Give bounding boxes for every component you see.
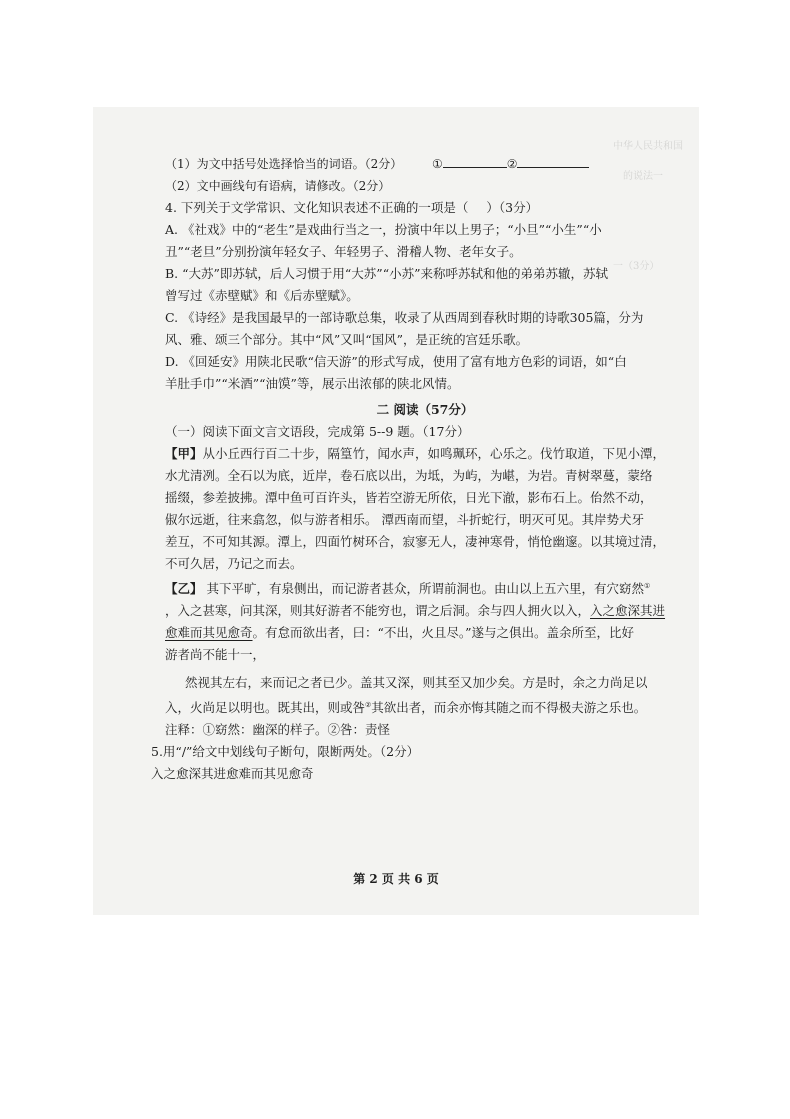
blank-mark-1: ① — [431, 157, 443, 171]
passage-jia-text: 从小丘西行百二十步，隔篁竹，闻水声，如鸣珮环，心乐之。伐竹取道，下见小潭， — [202, 446, 666, 461]
q5-sentence[interactable]: 入之愈深其进愈难而其见愈奇 — [151, 766, 314, 782]
q4-option-b-line1: B. “大苏”即苏轼，后人习惯于用“大苏”“小苏”来称呼苏轼和他的弟弟苏辙，苏轼 — [165, 266, 608, 281]
passage-yi-line4: 游者尚不能十一， — [165, 647, 266, 663]
q4-stem-right: ）（3分） — [486, 200, 539, 215]
passage-yi-line3 — [165, 622, 685, 644]
q4-stem-left: 4. 下列关于文学常识、文化知识表述不正确的一项是（ — [165, 200, 469, 215]
answer-blank-2[interactable] — [517, 155, 589, 168]
passage-yi-line5: 然视其左右，来而记之者已少。盖其又深，则其至又加少矣。方是时，余之力尚足以 — [185, 675, 648, 691]
underlined-sentence-part2: 愈难而其见愈奇 — [165, 625, 253, 641]
q4-option-c-line2: 风、雅、颂三个部分。其中“风”又叫“国风”，是正统的宫廷乐歌。 — [165, 332, 529, 347]
passage-jia-line2: 水尤清冽。全石以为底，近岸，卷石底以出，为坻，为屿，为嵁，为岩。青树翠蔓，蒙络 — [165, 468, 653, 483]
q5-stem: 5.用“/”给文中划线句子断句，限断两处。（2分） — [151, 744, 420, 760]
passage-yi-label: 【乙】 — [165, 581, 203, 597]
page-footer: 第 2 页 共 6 页 — [353, 872, 439, 886]
note-mark-2: ② — [365, 701, 372, 710]
bleed-through-text: 一（3分） — [613, 261, 660, 272]
bleed-through-text: 的说法一 — [623, 171, 663, 182]
passage-yi-line1 — [165, 575, 685, 600]
q4-option-d-line2: 羊肚手巾”“米酒”“油馍”等，展示出浓郁的陕北风情。 — [165, 376, 460, 391]
annotations: 注释：①窈然：幽深的样子。②咎：责怪 — [165, 722, 391, 738]
passage-jia-line1 — [165, 443, 685, 465]
note-mark-1: ① — [644, 582, 651, 590]
passage-yi-text-3: 。有怠而欲出者，曰：“不出，火且尽。”遂与之俱出。盖余所至，比好 — [252, 625, 635, 641]
section-intro: （一）阅读下面文言文语段，完成第 5--9 题。（17分） — [165, 424, 470, 439]
q3-part1-text: （1）为文中括号处选择恰当的词语。（2分） — [165, 157, 403, 171]
passage-jia-line3: 摇缀，参差披拂。潭中鱼可百许头，皆若空游无所依，日光下澈，影布石上。佁然不动， — [165, 490, 653, 505]
underlined-sentence-part1: 入之愈深其进 — [590, 603, 666, 619]
q4-option-b-line2: 曾写过《赤壁赋》和《后赤壁赋》。 — [165, 288, 359, 303]
passage-yi-text: 其下平旷，有泉侧出，而记游者甚众，所谓前洞也。由山以上五六里，有穴窈然 — [202, 581, 644, 597]
q4-option-d-line1: D. 《回延安》用陕北民歌“信天游”的形式写成，使用了富有地方色彩的词语，如“白 — [165, 354, 627, 369]
passage-yi-line2 — [165, 600, 685, 622]
q3-part2: （2）文中画线句有语病，请修改。（2分） — [165, 179, 391, 193]
q4-stem — [165, 197, 685, 219]
passage-yi-text-6b: 其欲出者，而余亦悔其随之而不得极夫游之乐也。 — [371, 700, 647, 716]
passage-yi-text-6: 入，火尚足以明也。既其出，则或咎 — [165, 700, 366, 716]
q3-part1 — [165, 153, 685, 175]
exam-content — [151, 153, 685, 785]
passage-jia-label: 【甲】 — [165, 446, 203, 461]
passage-jia-line6: 不可久居，乃记之而去。 — [165, 556, 303, 571]
answer-blank-1[interactable] — [443, 155, 507, 168]
q4-option-a-line1: A. 《社戏》中的“老生”是戏曲行当之一，扮演中年以上男子；“小旦”“小生”“小 — [165, 222, 602, 237]
passage-jia-line5: 差互，不可知其源。潭上，四面竹树环合，寂寥无人，凄神寒骨，悄怆幽邃。以其境过清， — [165, 534, 666, 549]
blank-mark-2: ② — [506, 157, 518, 171]
passage-yi-text-2: ，入之甚寒，问其深，则其好游者不能穷也，谓之后洞。余与四人拥火以入， — [165, 603, 591, 619]
passage-yi-line6 — [165, 694, 685, 719]
passage-jia-line4: 俶尔远逝，往来翕忽，似与游者相乐。 潭西南而望，斗折蛇行，明灭可见。其岸势犬牙 — [165, 512, 644, 527]
section-heading: 二 阅读（57分） — [376, 402, 474, 417]
q4-option-c-line1: C. 《诗经》是我国最早的一部诗歌总集，收录了从西周到春秋时期的诗歌305篇，分为 — [165, 310, 644, 325]
scanned-page — [93, 107, 699, 915]
q4-option-a-line2: 丑”“老旦”分别扮演年轻女子、年轻男子、滑稽人物、老年女子。 — [165, 244, 522, 259]
bleed-through-text: 中华人民共和国 — [613, 141, 683, 152]
